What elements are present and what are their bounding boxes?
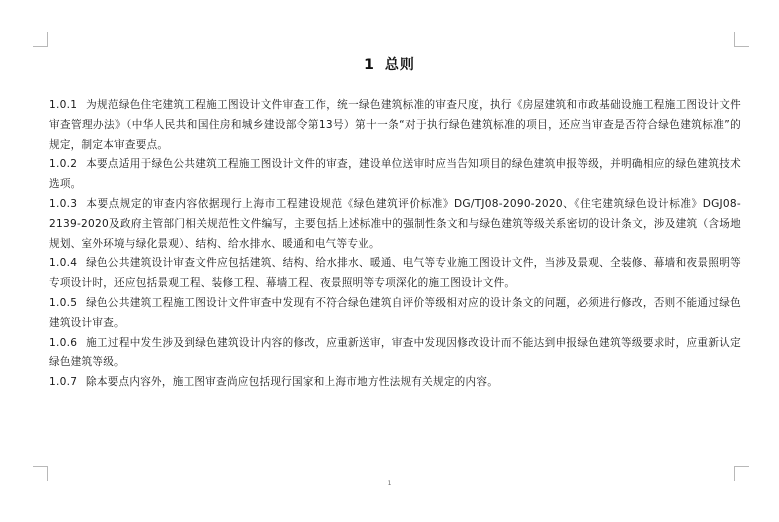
crop-mark-bottom-right xyxy=(734,466,749,481)
clause-text: 本要点规定的审查内容依据现行上海市工程建设规范《绿色建筑评价标准》DG/TJ08-2090-2020、《住宅建筑绿色设计标准》DGJ08-2139-2020及政府主管部门相关规范性文件编写，主要包括上述标准中的强制性条文和与绿色建筑等级关系密切的设计条文，涉及建筑（含场地规划、室外环境与绿化景观）、结构、给水排水、暖通和电气等专业。 xyxy=(49,197,741,250)
clause-text: 除本要点内容外，施工图审查尚应包括现行国家和上海市地方性法规有关规定的内容。 xyxy=(86,376,499,389)
clause-item xyxy=(49,254,741,294)
clause-text: 为规范绿色住宅建筑工程施工图设计文件审查工作，统一绿色建筑标准的审查尺度，执行《房屋建筑和市政基础设施工程施工图设计文件审查管理办法》（中华人民共和国住房和城乡建设部令第13号）第十一条“对于执行绿色建筑标准的项目，还应当审查是否符合绿色建筑标准”的规定，制定本审查要点。 xyxy=(49,99,741,151)
clause-text: 施工过程中发生涉及到绿色建筑设计内容的修改，应重新送审，审查中发现因修改设计而不能达到申报绿色建筑等级要求时，应重新认定绿色建筑等级。 xyxy=(49,336,741,369)
clause-number: 1.0.5 xyxy=(49,296,78,309)
page-number: 1 xyxy=(387,480,392,487)
clause-item xyxy=(49,294,741,334)
clause-number: 1.0.7 xyxy=(49,376,78,389)
crop-mark-top-right xyxy=(734,32,749,47)
clause-number: 1.0.3 xyxy=(49,197,78,210)
chapter-number: 1 xyxy=(364,57,375,73)
clause-text: 绿色公共建筑工程施工图设计文件审查中发现有不符合绿色建筑自评价等级相对应的设计条文的问题，必须进行修改，否则不能通过绿色建筑设计审查。 xyxy=(49,296,741,329)
clause-number: 1.0.1 xyxy=(49,99,78,111)
clause-number: 1.0.6 xyxy=(49,336,78,349)
chapter-title: 总则 xyxy=(384,57,415,73)
clause-number: 1.0.4 xyxy=(49,257,78,270)
clause-item xyxy=(49,334,741,374)
clause-text: 绿色公共建筑设计审查文件应包括建筑、结构、给水排水、暖通、电气等专业施工图设计文件，当涉及景观、全装修、幕墙和夜景照明等专项设计时，还应包括景观工程、装修工程、幕墙工程、夜景照明等专项深化的施工图设计文件。 xyxy=(49,257,741,290)
crop-mark-top-left xyxy=(33,32,48,47)
crop-mark-bottom-left xyxy=(33,466,48,481)
clause-list xyxy=(49,96,741,393)
clause-text: 本要点适用于绿色公共建筑工程施工图设计文件的审查，建设单位送审时应当告知项目的绿色建筑申报等级，并明确相应的绿色建筑技术选项。 xyxy=(49,158,741,191)
clause-item xyxy=(49,373,741,393)
clause-item xyxy=(49,155,741,195)
clause-item xyxy=(49,96,741,155)
clause-item xyxy=(49,195,741,254)
chapter-heading xyxy=(0,54,779,74)
clause-number: 1.0.2 xyxy=(49,158,78,171)
